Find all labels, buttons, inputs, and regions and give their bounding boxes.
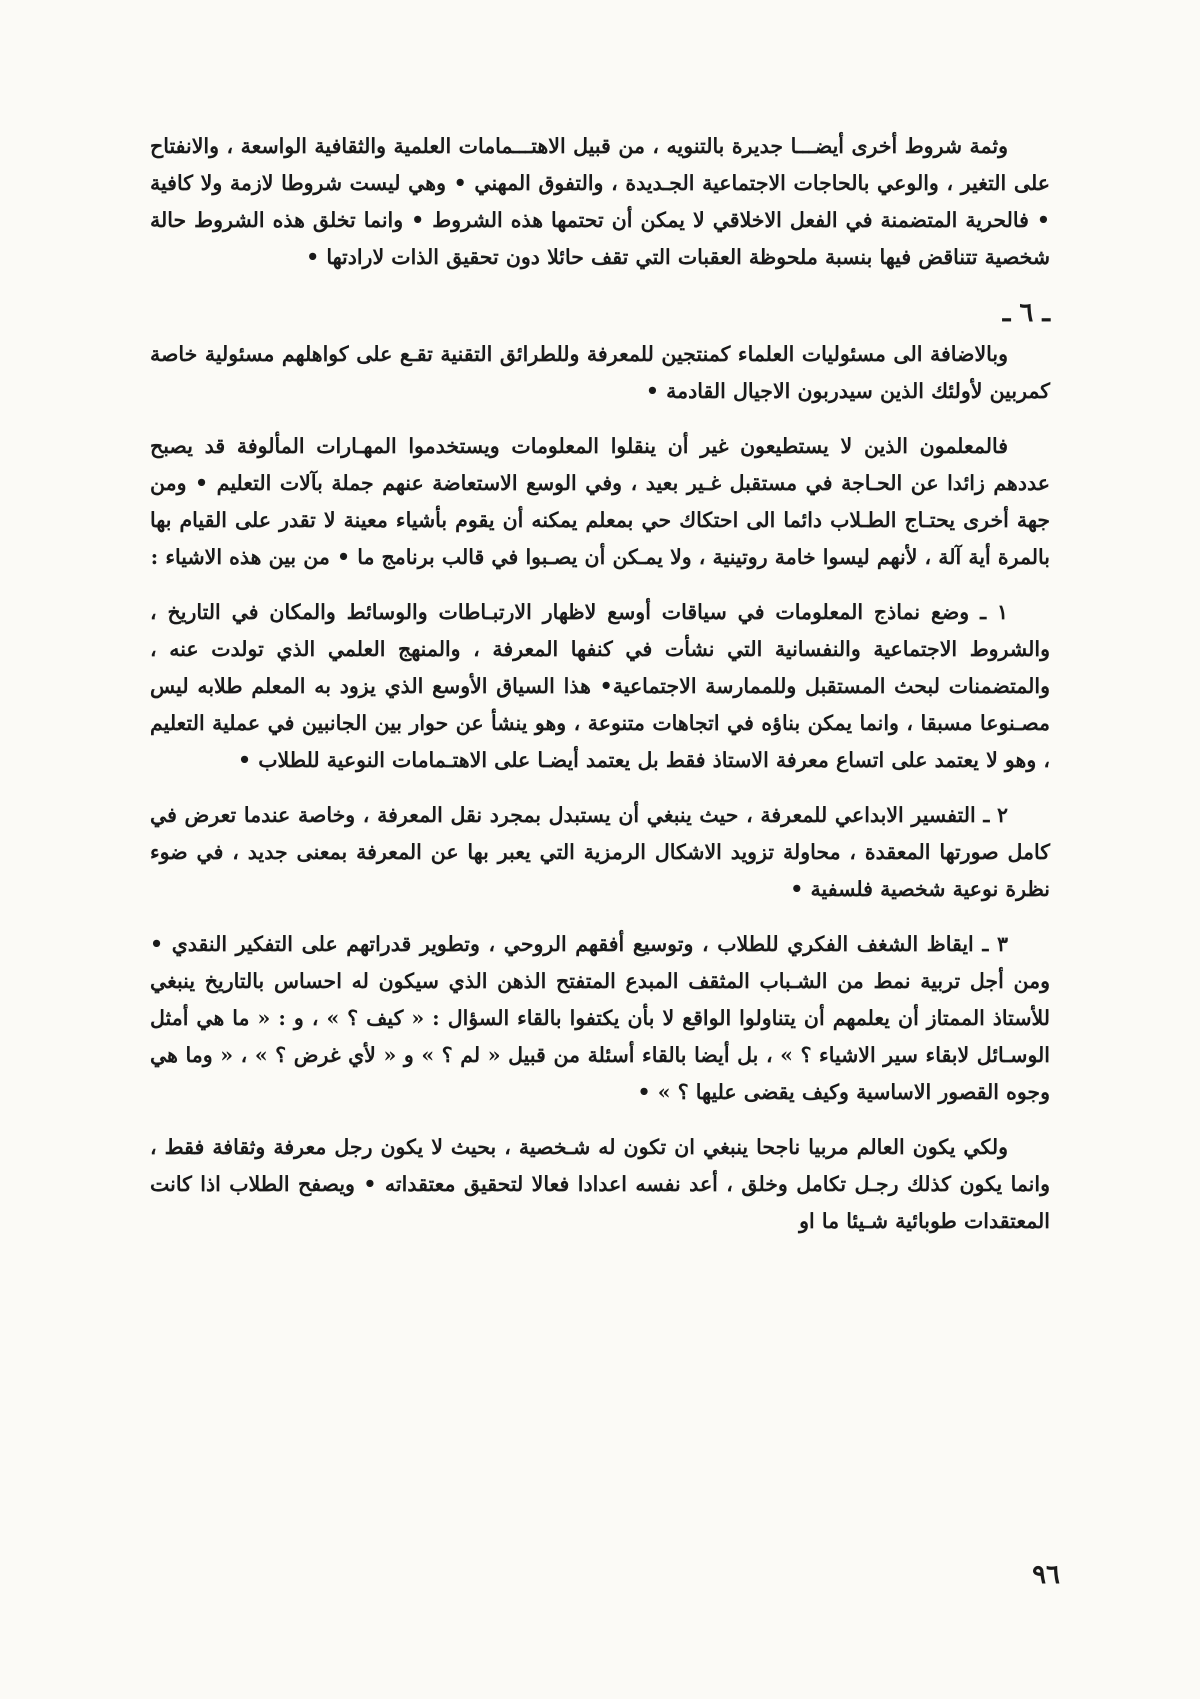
page-body <box>150 128 1050 1258</box>
paragraph-conditions: وثمة شروط أخرى أيضـــا جديرة بالتنويه ، من قبيل الاهتـــمامات العلمية والثقافية الواسعة ، والانفتاح على التغير ، والوعي بالحاجات الاجتماعية الجـديدة ، والتفوق المهني • وهي ليست شروطا لازمة ولا كافية • فالحرية المتضمنة في الفعل الاخلاقي لا يمكن أن تحتمها هذه الشروط • وانما تخلق هذه الشروط حالة شخصية تتناقض فيها بنسبة ملحوظة العقبات التي تقف حائلا دون تحقيق الذات لارادتها • <box>150 134 1050 269</box>
paragraph-educator: ولكي يكون العالم مربيا ناجحا ينبغي ان تكون له شـخصية ، بحيث لا يكون رجل معرفة وثقافة فقط ، وانما يكون كذلك رجـل تكامل وخلق ، أعد نفسه اعدادا فعالا لتحقيق معتقداته • ويصفح الطلاب اذا كانت المعتقدات طوبائية شـيئا ما او <box>150 1135 1050 1233</box>
section-number-heading: ـ ٦ ـ <box>1002 298 1050 328</box>
page-number: ٩٦ <box>1032 1560 1060 1590</box>
paragraph-item-1: ١ ـ وضع نماذج المعلومات في سياقات أوسع لاظهار الارتبـاطات والوسائط والمكان في التاريخ ، والشروط الاجتماعية والنفسانية التي نشأت في كنفها المعرفة ، والمنهج العلمي الذي تولدت عنه ، والمتضمنات لبحث المستقبل وللممارسة الاجتماعية• هذا السياق الأوسع الذي يزود به المعلم طلابه ليس مصـنوعا مسبقا ، وانما يمكن بناؤه في اتجاهات متنوعة ، وهو ينشأ عن حوار بين الجانبين في عملية التعليم ، وهو لا يعتمد على اتساع معرفة الاستاذ فقط بل يعتمد أيضـا على الاهتـمامات النوعية للطلاب • <box>150 600 1050 772</box>
paragraph-item-3: ٣ ـ ايقاظ الشغف الفكري للطلاب ، وتوسيع أفقهم الروحي ، وتطوير قدراتهم على التفكير النقدي • ومن أجل تربية نمط من الشـباب المثقف المبدع المتفتح الذهن الذي سيكون له احساس بالتاريخ ينبغي للأستاذ الممتاز أن يعلمهم أن يتناولوا الواقع لا بأن يكتفوا بالقاء السؤال : « كيف ؟ » ، و : « ما هي أمثل الوسـائل لابقاء سير الاشياء ؟ » ، بل أيضا بالقاء أسئلة من قبيل « لم ؟ » و « لأي غرض ؟ » ، « وما هي وجوه القصور الاساسية وكيف يقضى عليها ؟ » • <box>150 932 1050 1104</box>
paragraph-item-2: ٢ ـ التفسير الابداعي للمعرفة ، حيث ينبغي أن يستبدل بمجرد نقل المعرفة ، وخاصة عندما تعرض في كامل صورتها المعقدة ، محاولة تزويد الاشكال الرمزية التي يعبر بها عن المعرفة بمعنى جديد ، في ضوء نظرة نوعية شخصية فلسفية • <box>150 803 1050 901</box>
paragraph-teachers: فالمعلمون الذين لا يستطيعون غير أن ينقلوا المعلومات ويستخدموا المهـارات المألوفة قد يصبح عددهم زائدا عن الحـاجة في مستقبل غـير بعيد ، وفي الوسع الاستعاضة عنهم جملة بآلات التعليم • ومن جهة أخرى يحتـاج الطـلاب دائما الى احتكاك حي بمعلم يمكنه أن يقوم بأشياء معينة لا تقدر على القيام بها بالمرة أية آلة ، لأنهم ليسوا خامة روتينية ، ولا يمـكن أن يصـبوا في قالب برنامج ما • من بين هذه الاشياء : <box>150 434 1050 569</box>
paragraph-responsibilities: وبالاضافة الى مسئوليات العلماء كمنتجين للمعرفة وللطرائق التقنية تقـع على كواهلهم مسئولية خاصة كمربين لأولئك الذين سيدربون الاجيال القادمة • <box>150 342 1050 403</box>
